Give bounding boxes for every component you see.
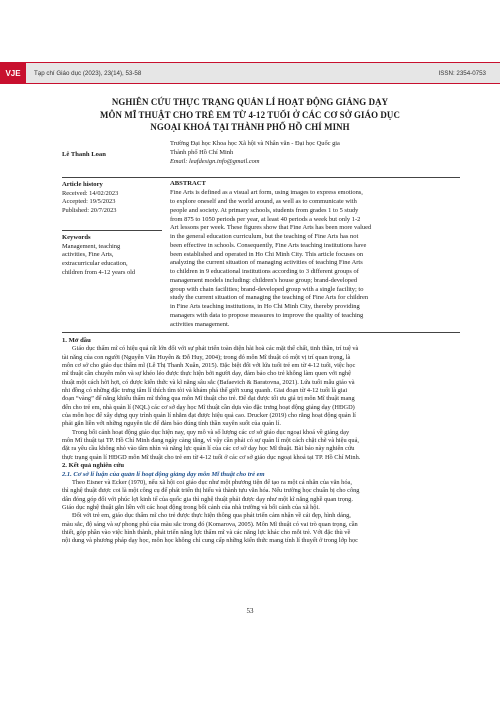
body-line: Giáo dục nghệ thuật gắn liền với các hoạt động trong bối cảnh của nhà trường và bối cảnh của xã hội. <box>62 503 320 511</box>
abstract-line: activities management. <box>170 320 230 328</box>
journal-header-band <box>26 62 500 84</box>
body-line: màu sắc, độ sáng và sự phong phú của màu sắc trong đó (Komarova, 2005). Môn Mĩ thuật có vai trò quan trọng, cần <box>62 520 358 528</box>
abstract-line: Fine Arts is defined as a visual art form, using images to express emotions, <box>170 189 363 197</box>
received-date: Received: 14/02/2023 <box>62 189 119 197</box>
body-line: môn Mĩ thuật tại TP. Hồ Chí Minh đang ngày càng tăng, vì vậy cần phải có sự quản lí một cách chặt chẽ và hiệu quả, <box>62 437 360 445</box>
body-line: Trong bối cảnh hoạt động giáo dục hiện nay, quy mô và số lượng các cơ sở giáo dục ngoại khoá về giảng dạy <box>72 428 350 436</box>
body-line: đoạn “vàng” để năng khiếu thẩm mĩ thông qua môn Mĩ thuật cho trẻ. Để đạt được tối ưu giá trị môn Mĩ thuật mang <box>62 395 355 403</box>
article-body <box>62 337 460 546</box>
published-date: Published: 20/7/2023 <box>62 207 117 215</box>
abstract-line: from 875 to 1050 periods per year, at least 40 periods a week but only 1-2 <box>170 215 361 223</box>
paragraph <box>62 345 460 428</box>
body-line: thì nghệ thuật được coi là một công cụ để phát triển thị hiếu và thành tựu văn hóa. Nếu trường học chuẩn bị cho công <box>62 487 360 495</box>
body-line: của môn học để xây dựng quy trình quản lí nhằm đạt được hiệu quả cao. Drucker (2019) cho rằng hoạt động quản lí <box>62 412 356 420</box>
abstract <box>170 180 462 329</box>
paragraph <box>62 429 460 462</box>
keywords-line: activities, Fine Arts, <box>62 251 114 259</box>
body-line: đến cho trẻ em, nhà quản lí (NQL) các cơ sở dạy học Mĩ thuật cần dựa vào đặc trưng hoạt động giảng dạy (HĐGD) <box>62 403 355 411</box>
body-line: nhi đồng có những đặc trưng tâm lí thích tìm tòi và khám phá thế giới xung quanh. Giai đoạn từ 4-12 tuổi là giai <box>62 387 348 395</box>
page-number: 53 <box>246 607 254 615</box>
article-history-heading: Article history <box>62 181 103 188</box>
abstract-line: been effective in schools. Consequently, Fine Arts teaching institutions have <box>170 241 367 249</box>
article-history <box>62 181 162 216</box>
body-line: tài năng của con người (Nguyễn Văn Huyên & Đỗ Huy, 2004); trong đó môn Mĩ thuật có một vị trí quan trọng, là <box>62 353 351 361</box>
abstract-line: group with chain facilities; brand-developed group with a single facility; to <box>170 285 364 293</box>
journal-issn: ISSN: 2354-0753 <box>438 69 486 77</box>
body-line: Giáo dục thẩm mĩ có hiệu quả rất lớn đối với sự phát triển toàn diện hài hoà các mặt thể chất, tinh thần, trí tuệ và <box>72 345 359 353</box>
accepted-date: Accepted: 19/5/2023 <box>62 198 116 206</box>
abstract-line: managers with data to propose measures to improve the quality of teaching <box>170 311 364 319</box>
body-line: đặt ra yêu cầu không nhỏ vào tầm nhìn và năng lực quản lí của các cơ sở dạy học Mĩ thuật. Bài báo này nghiên cứu <box>62 445 355 453</box>
keywords-line: extracurricular education, <box>62 260 128 268</box>
journal-header <box>0 62 500 84</box>
paragraph <box>62 512 460 545</box>
body-line: dân đóng góp đối với phúc lợi kinh tế của quốc gia thì nghệ thuật phải được dạy như một kĩ năng nghề quan trọng. <box>62 495 353 503</box>
abstract-line: to explore oneself and the world around, as well as to communicate with <box>170 198 357 205</box>
keywords <box>62 234 162 278</box>
body-line: thuật một cách hời hợt, có được kiến thức và kĩ năng sâu sắc (Bafaevich & Baratovna, 2021). Lứa tuổi mẫu giáo và <box>62 378 355 386</box>
author-email: Email: leafdesign.info@gmail.com <box>170 158 260 166</box>
abstract-line: study the current situation of managing the teaching of Fine Arts for children <box>170 294 369 302</box>
title-line: MÔN MĨ THUẬT CHO TRẺ EM TỪ 4-12 TUỔI Ở CÁC CƠ SỞ GIÁO DỤC <box>100 109 400 120</box>
abstract-line: in Fine Arts teaching institutions, in Ho Chi Minh City, thereby providing <box>170 303 360 310</box>
body-line: thiết, góp phần vào việc hình thành, phát triển năng lực thẩm mĩ và các năng lực khác cho mỗi trẻ. Với đặc thù về <box>62 528 351 536</box>
abstract-line: Art lessons per week. These figures show that Fine Arts has been more valued <box>170 224 372 232</box>
body-line: nội dung và phương pháp dạy học, môn học không chỉ cung cấp những kiến thức mang tính lí thuyết ở trong lớp học <box>62 537 358 545</box>
affiliation-line: Trường Đại học Khoa học Xã hội và Nhân văn - Đại học Quốc gia <box>170 140 340 147</box>
body-line: Đối với trẻ em, giáo dục thẩm mĩ cho trẻ được thực hiện thông qua phát triển cảm nhận về cái đẹp, hình dáng, <box>72 512 351 520</box>
divider <box>62 332 460 333</box>
body-line: mĩ thuật cần chuyên môn và sự khéo léo được thực hiện bởi người dạy, đảm bảo cho trẻ không làm quen với nghệ <box>62 370 351 378</box>
abstract-line: been established and operated in Ho Chi Minh City. This article focuses on <box>170 250 364 258</box>
abstract-line: management models including: children's house group; brand-developed <box>170 276 358 284</box>
body-line: môn cơ sở cho giáo dục thẩm mĩ (Lê Thị Thanh Xuân, 2015). Đặc biệt đối với lứa tuổi trẻ em từ 4-12 tuổi, việc học <box>62 362 356 370</box>
paragraph <box>62 479 460 512</box>
body-line: phải gắn liền với những nguyên tắc để đảm bảo đúng tính thần xuyên suốt của quản lí. <box>62 420 281 428</box>
journal-citation: Tạp chí Giáo dục (2023), 23(14), 53-58 <box>34 69 142 77</box>
article-title <box>40 96 460 134</box>
title-line: NGHIÊN CỨU THỰC TRẠNG QUẢN LÍ HOẠT ĐỘNG GIẢNG DẠY <box>111 97 389 107</box>
abstract-line: people and society. At primary schools, students from grades 1 to 5 study <box>170 206 359 214</box>
author-affiliation <box>170 139 460 167</box>
abstract-line: to children in 9 educational institutions according to 3 different groups of <box>170 268 359 275</box>
keywords-line: Management, teaching <box>62 242 121 250</box>
keywords-heading: Keywords <box>62 234 91 241</box>
affiliation-line: Thành phố Hồ Chí Minh <box>170 149 234 157</box>
author-name: Lê Thanh Loan <box>62 151 106 158</box>
abstract-line: analyzing the current situation of managing activities of teaching Fine Arts <box>170 259 363 267</box>
divider <box>62 230 162 231</box>
section-heading: 1. Mở đầu <box>62 337 91 344</box>
keywords-line: children from 4-12 years old <box>62 268 136 276</box>
journal-logo: VJE <box>0 62 26 84</box>
body-line: thực trạng quản lí HĐGD môn Mĩ thuật cho trẻ em từ 4-12 tuổi ở các cơ sở giáo dục ngoại khoá tại TP. Hồ Chí Minh. <box>62 453 361 461</box>
abstract-line: in the general education curriculum, but the teaching of Fine Arts has not <box>170 233 359 240</box>
divider <box>62 177 460 178</box>
section-heading: 2. Kết quả nghiên cứu <box>62 462 125 470</box>
body-line: Theo Eisner và Ecker (1970), nếu xã hội coi giáo dục như một phương tiện để tạo ra một cá nhân của văn hóa, <box>72 478 352 486</box>
abstract-heading: ABSTRACT <box>170 180 206 187</box>
subsection-heading: 2.1. Cơ sở lí luận của quản lí hoạt động giảng dạy môn Mĩ thuật cho trẻ em <box>62 470 265 478</box>
title-line: NGOẠI KHOÁ TẠI THÀNH PHỐ HỒ CHÍ MINH <box>150 122 350 133</box>
